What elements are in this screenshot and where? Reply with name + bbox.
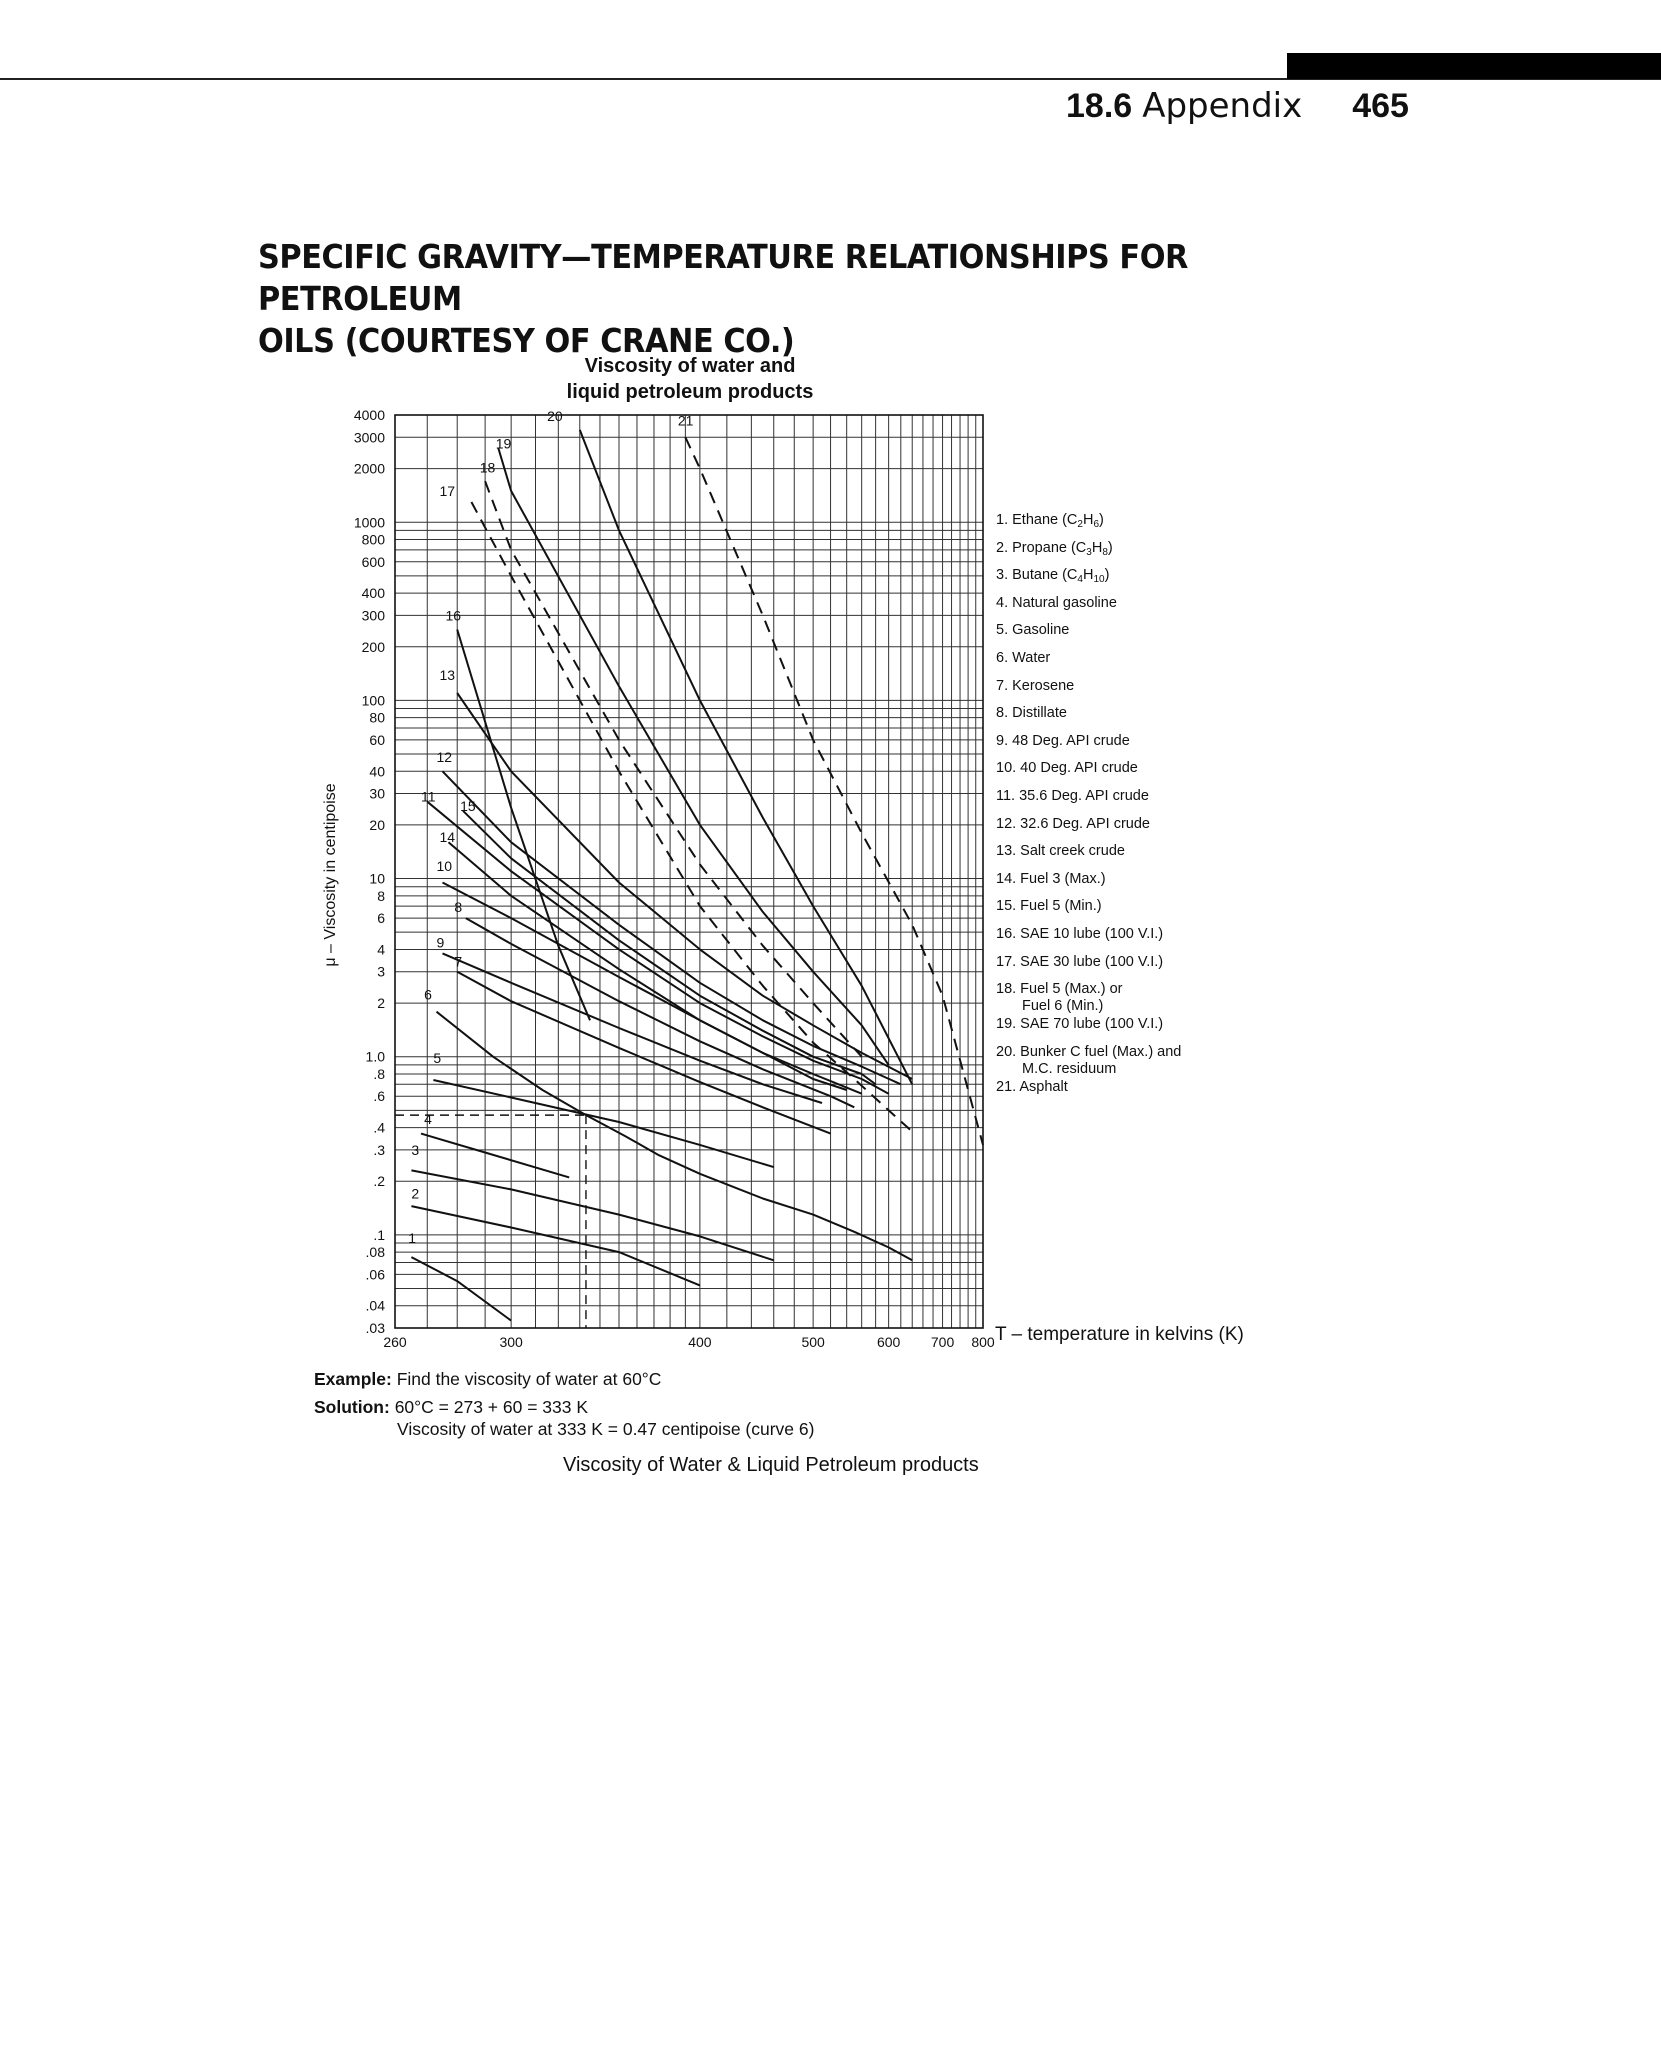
legend-item: 9. 48 Deg. API crude (996, 732, 1130, 749)
chart-curves (411, 430, 983, 1321)
curve-label-19: 19 (495, 435, 512, 452)
curve-4 (421, 1134, 569, 1178)
curve-label-15: 15 (460, 797, 476, 814)
chart-legend (996, 512, 1226, 1106)
y-tick-label: .3 (373, 1141, 385, 1158)
y-tick-label: .4 (373, 1119, 385, 1136)
legend-item: 1. Ethane $(C_2H_6)$ (996, 512, 1104, 530)
y-tick-label: .06 (365, 1266, 385, 1283)
x-tick-label: 600 (876, 1334, 901, 1350)
legend-item: 3. Butane $(C_4H_{10})$ (996, 567, 1110, 586)
page-number: 465 (1352, 87, 1409, 125)
curve-18 (485, 481, 862, 1056)
legend-item: 10. 40 Deg. API crude (996, 760, 1138, 777)
example-guide-lines (395, 1115, 586, 1328)
chart-title-line-1: Viscosity of water and (584, 355, 796, 377)
y-tick-label: 600 (361, 553, 385, 570)
curve-label-17: 17 (439, 483, 456, 500)
curve-label-14: 14 (439, 829, 456, 846)
legend-item: 18. Fuel 5 (Max.) or Fuel 6 (Min.) (996, 981, 1123, 1015)
y-tick-label: .08 (365, 1244, 385, 1261)
section-number: 18.6 (1066, 87, 1133, 125)
legend-item: 2. Propane $(C_3H_8)$ (996, 539, 1113, 558)
legend-item: 17. SAE 30 lube (100 V.I.) (996, 953, 1164, 970)
curve-21 (685, 437, 983, 1145)
curve-label-18: 18 (479, 459, 496, 476)
curve-label-3: 3 (411, 1142, 420, 1159)
y-tick-label: 4000 (353, 407, 385, 423)
curve-label-20: 20 (547, 408, 563, 425)
curve-label-21: 21 (677, 412, 694, 429)
y-tick-label: 2 (377, 995, 385, 1012)
legend-item: 14. Fuel 3 (Max.) (996, 870, 1106, 887)
y-tick-label: 300 (361, 607, 385, 624)
y-tick-label: 3000 (353, 429, 385, 446)
curve-13 (457, 693, 912, 1079)
chart-title-line-2: liquid petroleum products (566, 381, 814, 403)
curve-number-labels (408, 408, 693, 1246)
y-tick-label: 1.0 (365, 1048, 385, 1065)
y-tick-label: .8 (373, 1065, 385, 1082)
x-tick-label: 700 (930, 1334, 955, 1350)
y-tick-label: .04 (365, 1297, 385, 1314)
curve-label-6: 6 (424, 986, 432, 1003)
y-axis-label: μ – Viscosity in centipoise (322, 783, 339, 967)
y-tick-label: .6 (373, 1088, 385, 1105)
y-tick-label: 3 (377, 963, 385, 980)
example-notes (314, 1368, 814, 1440)
solution-label: Solution: (314, 1397, 390, 1417)
legend-item: 12. 32.6 Deg. API crude (996, 815, 1150, 832)
curve-14 (449, 842, 847, 1090)
y-tick-label: 80 (369, 709, 385, 726)
section-title: Appendix (1142, 86, 1303, 126)
example-row (314, 1368, 814, 1390)
curve-label-11: 11 (421, 788, 436, 805)
solution-row (314, 1396, 814, 1418)
legend-item: 19. SAE 70 lube (100 V.I.) (996, 1016, 1164, 1033)
y-tick-label: .2 (373, 1173, 385, 1190)
curve-11 (427, 802, 888, 1094)
figure-caption: Viscosity of Water & Liquid Petroleum products (563, 1454, 979, 1476)
x-tick-label: 400 (688, 1334, 712, 1350)
curve-label-1: 1 (408, 1230, 416, 1247)
y-tick-label: .03 (365, 1320, 385, 1336)
y-tick-label: 8 (377, 887, 385, 904)
curve-label-16: 16 (445, 607, 462, 624)
curve-8 (466, 918, 855, 1107)
example-text: Find the viscosity of water at 60°C (396, 1369, 662, 1389)
x-tick-label: 260 (383, 1334, 407, 1350)
curve-label-8: 8 (454, 898, 463, 915)
legend-item: 13. Salt creek crude (996, 843, 1125, 860)
y-tick-label: 20 (369, 816, 385, 833)
y-tick-label: 60 (369, 731, 385, 748)
curve-label-7: 7 (454, 953, 463, 970)
y-tick-label: 4 (377, 941, 385, 958)
example-label: Example: (314, 1369, 392, 1389)
curve-20 (580, 430, 912, 1084)
curve-label-4: 4 (424, 1110, 432, 1127)
legend-item: 5. Gasoline (996, 622, 1070, 639)
curve-label-12: 12 (436, 749, 453, 766)
legend-item: 11. 35.6 Deg. API crude (996, 787, 1149, 804)
y-tick-label: 1000 (353, 514, 385, 531)
legend-item: 4. Natural gasoline (996, 594, 1117, 611)
x-tick-label: 300 (499, 1334, 523, 1350)
curve-label-13: 13 (439, 667, 456, 684)
y-tick-label: 6 (377, 910, 385, 927)
y-tick-label: 400 (361, 585, 385, 602)
curve-label-5: 5 (433, 1050, 442, 1067)
legend-item: 8. Distillate (996, 705, 1067, 722)
y-tick-label: 40 (369, 763, 385, 780)
solution-line-1: 60°C = 273 + 60 = 333 K (394, 1397, 589, 1417)
curve-label-9: 9 (436, 934, 445, 951)
legend-item: 21. Asphalt (996, 1078, 1068, 1095)
legend-item: 15. Fuel 5 (Min.) (996, 898, 1102, 915)
legend-item: 16. SAE 10 lube (100 V.I.) (996, 925, 1164, 942)
x-tick-labels (383, 1334, 995, 1350)
legend-item: 20. Bunker C fuel (Max.) and M.C. residuum (996, 1043, 1182, 1077)
legend-item: 7. Kerosene (996, 677, 1075, 694)
heading-line-1: SPECIFIC GRAVITY—TEMPERATURE RELATIONSHIPS FOR PETROLEUM (258, 237, 1188, 318)
legend-item: 6. Water (996, 649, 1051, 666)
y-tick-label: 100 (361, 692, 385, 709)
y-tick-label: 200 (361, 638, 385, 655)
curve-label-10: 10 (436, 858, 453, 875)
x-tick-label: 500 (801, 1334, 825, 1350)
y-tick-label: 30 (369, 785, 385, 802)
curve-9 (443, 953, 823, 1103)
y-tick-label: .1 (373, 1226, 385, 1243)
curve-6 (437, 1012, 913, 1261)
x-axis-label: T – temperature in kelvins (K) (995, 1324, 1244, 1345)
y-tick-label: 2000 (353, 460, 385, 477)
curve-label-2: 2 (411, 1185, 420, 1202)
y-tick-label: 800 (361, 531, 385, 548)
curve-2 (411, 1206, 700, 1285)
y-tick-label: 10 (369, 870, 385, 887)
x-tick-label: 800 (971, 1334, 995, 1350)
curve-7 (457, 972, 830, 1134)
solution-line-2: Viscosity of water at 333 K = 0.47 centipoise (curve 6) (397, 1419, 815, 1439)
heading-line-2: OILS (COURTESY OF CRANE CO.) (258, 321, 795, 360)
y-tick-labels (354, 407, 385, 1336)
